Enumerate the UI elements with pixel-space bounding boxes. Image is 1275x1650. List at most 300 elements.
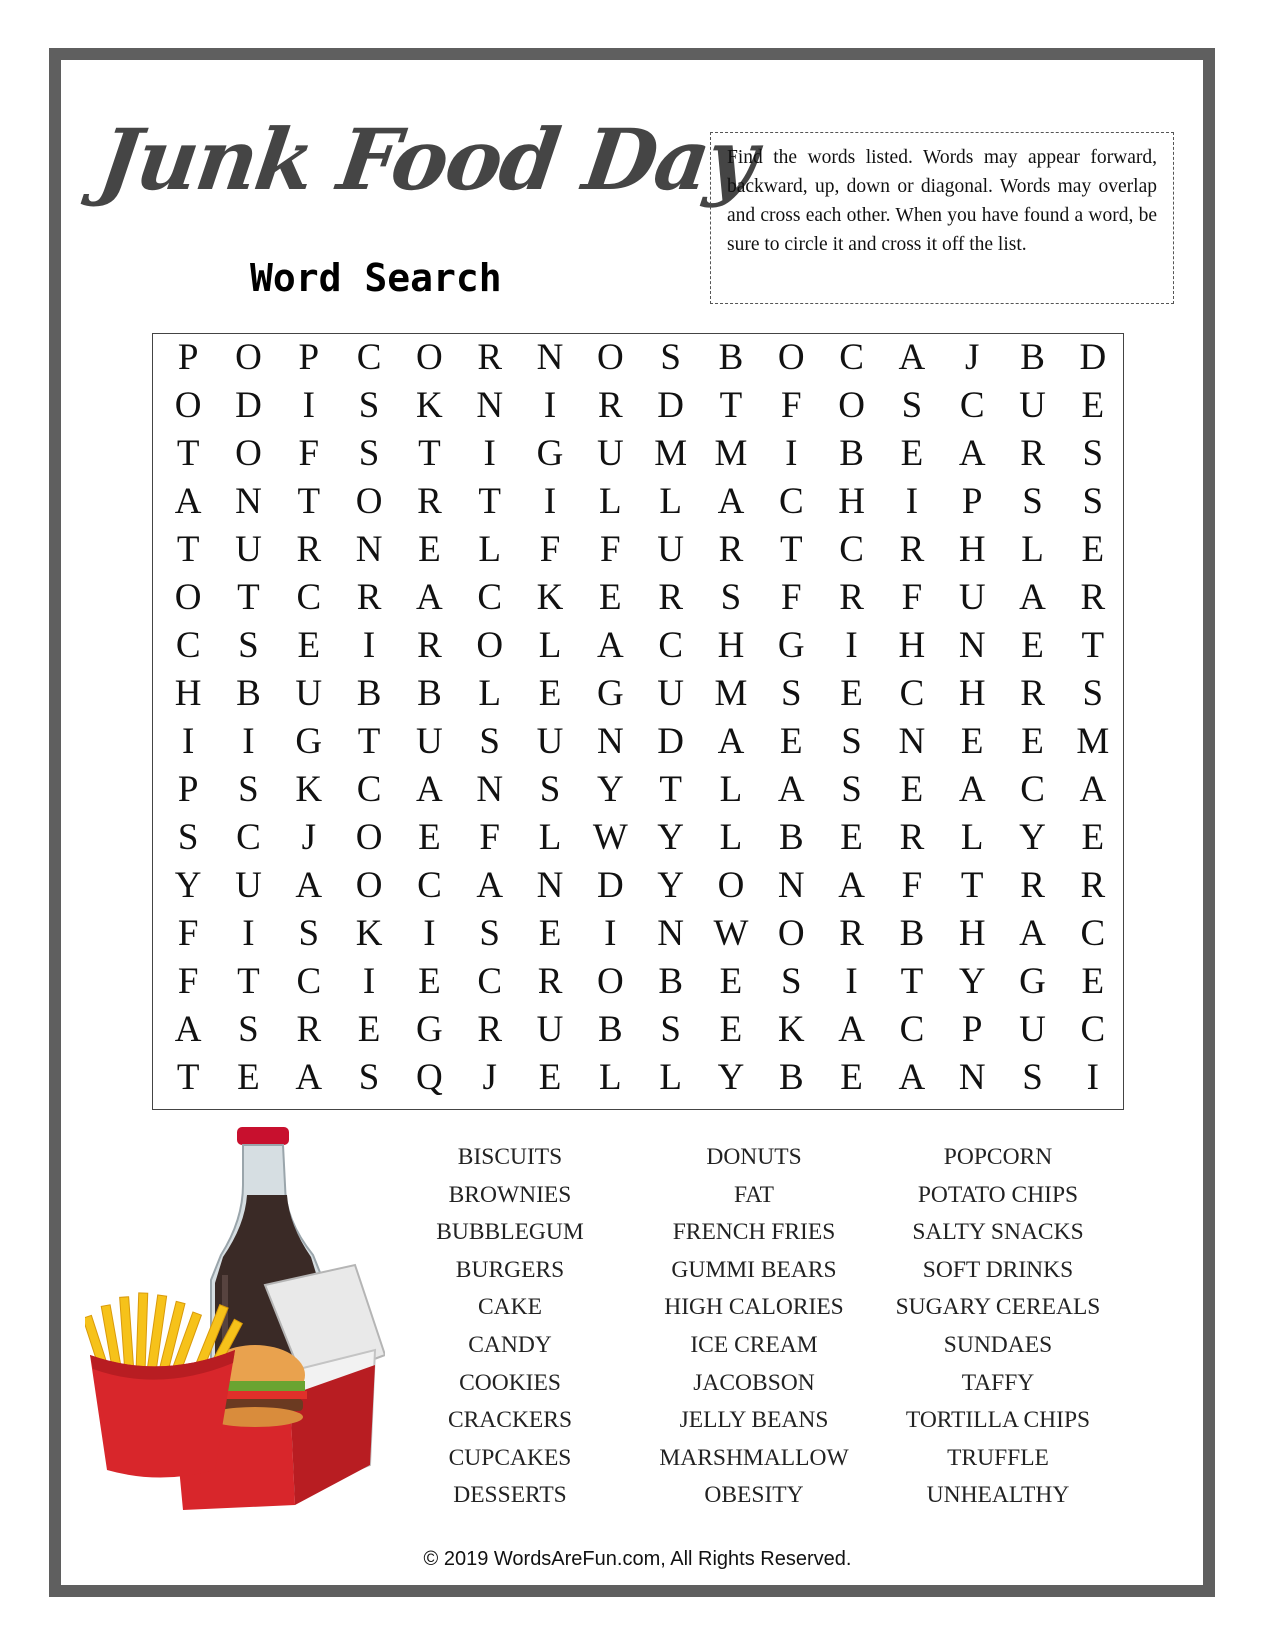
grid-letter: G <box>777 625 805 666</box>
word-list-item: DESSERTS <box>453 1482 567 1509</box>
grid-letter: L <box>659 1057 682 1098</box>
word-list-item: BURGERS <box>455 1256 565 1283</box>
word-list-item: TRUFFLE <box>947 1444 1049 1471</box>
grid-letter: F <box>177 913 199 954</box>
grid-row <box>158 382 1123 430</box>
grid-letter: S <box>238 1009 259 1050</box>
word-list-column-2 <box>629 1139 879 1515</box>
grid-letter: J <box>301 817 316 858</box>
grid-letter: T <box>237 577 260 618</box>
grid-letter: S <box>479 913 500 954</box>
grid-letter: H <box>174 673 202 714</box>
grid-letter: A <box>838 1009 865 1050</box>
grid-letter: W <box>592 817 628 858</box>
grid-letter: C <box>959 385 985 426</box>
grid-letter: Y <box>657 865 685 906</box>
grid-letter: B <box>899 913 925 954</box>
word-list-item: SOFT DRINKS <box>922 1256 1074 1283</box>
grid-letter: H <box>838 481 865 522</box>
grid-letter: A <box>958 433 986 474</box>
word-list-item: COOKIES <box>459 1369 561 1396</box>
grid-letter: S <box>780 673 802 714</box>
grid-letter: Q <box>416 1057 443 1098</box>
word-list-item: DONUTS <box>706 1144 802 1170</box>
grid-letter: I <box>181 721 195 762</box>
grid-row <box>158 478 1123 526</box>
grid-letter: O <box>476 625 504 666</box>
instructions-box <box>710 132 1174 304</box>
grid-letter: A <box>295 1057 323 1098</box>
grid-letter: G <box>295 721 323 762</box>
word-list-item: SUNDAES <box>943 1331 1053 1358</box>
grid-letter: G <box>536 433 564 474</box>
grid-letter: O <box>416 337 443 378</box>
grid-letter: C <box>175 625 201 666</box>
page-subtitle: Word Search <box>250 256 502 300</box>
word-list-item: FRENCH FRIES <box>672 1219 836 1246</box>
grid-letter: F <box>298 433 320 474</box>
grid-letter: N <box>476 385 504 426</box>
grid-letter: R <box>1020 865 1045 906</box>
grid-letter: K <box>416 385 443 426</box>
grid-letter: S <box>539 769 561 810</box>
grid-letter: C <box>236 817 261 858</box>
grid-row <box>158 718 1123 766</box>
grid-letter: H <box>958 529 986 570</box>
grid-letter: N <box>596 721 624 762</box>
grid-letter: C <box>1080 913 1106 954</box>
word-list-item: SALTY SNACKS <box>912 1219 1084 1246</box>
grid-letter: Y <box>958 961 986 1002</box>
grid-letter: A <box>1019 577 1046 618</box>
word-list-item: BUBBLEGUM <box>436 1219 584 1246</box>
word-list-item: JELLY BEANS <box>679 1407 829 1434</box>
grid-letter: F <box>901 577 923 618</box>
grid-letter: B <box>417 673 442 714</box>
grid-letter: O <box>717 865 745 906</box>
grid-letter: C <box>356 337 382 378</box>
grid-letter: U <box>1019 1009 1046 1050</box>
grid-letter: F <box>177 961 199 1002</box>
grid-letter: U <box>235 865 262 906</box>
grid-letter: O <box>235 433 262 474</box>
grid-letter: A <box>838 865 865 906</box>
grid-letter: S <box>358 1057 380 1098</box>
grid-letter: T <box>237 961 260 1002</box>
grid-row <box>158 430 1123 478</box>
grid-letter: E <box>840 673 863 714</box>
grid-row <box>158 670 1123 718</box>
grid-letter: R <box>417 481 442 522</box>
grid-letter: S <box>720 577 742 618</box>
grid-letter: S <box>1082 433 1104 474</box>
grid-letter: L <box>1021 529 1044 570</box>
grid-letter: A <box>295 865 323 906</box>
grid-letter: T <box>960 865 984 906</box>
word-list-item: ICE CREAM <box>690 1331 818 1358</box>
grid-letter: I <box>785 433 798 474</box>
grid-letter: K <box>355 913 383 954</box>
word-list-column-3 <box>873 1139 1123 1515</box>
grid-letter: O <box>838 385 865 426</box>
word-list-item: GUMMI BEARS <box>671 1256 837 1283</box>
grid-letter: R <box>1080 577 1106 618</box>
grid-letter: C <box>296 961 322 1002</box>
grid-letter: E <box>297 625 321 666</box>
grid-letter: C <box>1020 769 1045 810</box>
grid-letter: G <box>596 673 624 714</box>
grid-letter: R <box>356 577 382 618</box>
grid-letter: L <box>599 481 622 522</box>
grid-letter: A <box>476 865 504 906</box>
grid-letter: B <box>658 961 683 1002</box>
grid-letter: O <box>174 577 202 618</box>
grid-letter: E <box>599 577 622 618</box>
word-list-item: OBESITY <box>704 1482 804 1509</box>
word-list-item: CRACKERS <box>447 1407 573 1434</box>
grid-letter: T <box>176 529 200 570</box>
grid-letter: H <box>958 913 986 954</box>
grid-letter: O <box>596 961 624 1002</box>
grid-letter: I <box>242 913 255 954</box>
grid-letter: R <box>1020 433 1045 474</box>
grid-letter: S <box>1022 1057 1043 1098</box>
grid-letter: M <box>714 433 748 474</box>
grid-letter: R <box>839 913 864 954</box>
grid-letter: S <box>660 337 681 378</box>
grid-letter: A <box>416 577 443 618</box>
grid-letter: I <box>362 625 376 666</box>
grid-letter: R <box>899 817 925 858</box>
grid-letter: L <box>478 529 502 570</box>
grid-letter: K <box>777 1009 805 1050</box>
grid-letter: T <box>659 769 682 810</box>
grid-letter: A <box>898 1057 926 1098</box>
grid-letter: E <box>840 1057 863 1098</box>
grid-letter: L <box>659 481 682 522</box>
junk-food-illustration <box>85 1125 385 1510</box>
grid-letter: E <box>840 817 863 858</box>
grid-row <box>158 574 1123 622</box>
grid-letter: N <box>777 865 805 906</box>
instructions-text: Find the words listed. Words may appear forward, backward, up, down or diagonal. Words may overlap and cross each other. When you have found a word, be sure to circle it and cross it off the list. <box>727 147 1157 255</box>
grid-letter: I <box>242 721 255 762</box>
grid-letter: S <box>238 625 259 666</box>
grid-letter: O <box>355 865 383 906</box>
grid-letter: I <box>845 625 858 666</box>
grid-letter: E <box>900 769 924 810</box>
grid-letter: O <box>777 913 805 954</box>
grid-letter: U <box>536 721 564 762</box>
grid-letter: D <box>1079 337 1107 378</box>
grid-letter: R <box>598 385 623 426</box>
grid-letter: E <box>1081 385 1105 426</box>
grid-letter: A <box>1019 913 1046 954</box>
grid-letter: R <box>417 625 442 666</box>
grid-letter: D <box>657 385 685 426</box>
page-title: Junk Food Day <box>93 110 762 209</box>
grid-letter: N <box>958 625 986 666</box>
word-list-item: CANDY <box>468 1331 552 1358</box>
grid-letter: L <box>719 769 743 810</box>
grid-letter: E <box>900 433 924 474</box>
grid-letter: C <box>658 625 683 666</box>
grid-letter: L <box>599 1057 622 1098</box>
grid-letter: E <box>1081 961 1105 1002</box>
grid-letter: B <box>718 337 744 378</box>
grid-letter: E <box>418 529 441 570</box>
grid-letter: R <box>477 337 503 378</box>
grid-letter: C <box>899 1009 925 1050</box>
grid-letter: O <box>596 337 624 378</box>
grid-letter: U <box>657 529 685 570</box>
grid-row <box>158 526 1123 574</box>
word-list-item: POPCORN <box>943 1144 1053 1170</box>
grid-letter: A <box>898 337 926 378</box>
grid-letter: R <box>1020 673 1045 714</box>
grid-letter: E <box>538 673 562 714</box>
grid-letter: S <box>358 433 380 474</box>
grid-letter: R <box>477 1009 503 1050</box>
grid-letter: I <box>302 385 315 426</box>
grid-letter: S <box>238 769 259 810</box>
grid-letter: G <box>416 1009 443 1050</box>
grid-letter: O <box>355 481 383 522</box>
grid-letter: M <box>654 433 688 474</box>
grid-letter: B <box>236 673 261 714</box>
grid-letter: S <box>1082 673 1104 714</box>
grid-letter: T <box>779 529 803 570</box>
grid-letter: C <box>778 481 804 522</box>
word-list-column-1 <box>385 1139 635 1515</box>
grid-letter: R <box>658 577 683 618</box>
grid-letter: F <box>901 865 923 906</box>
grid-letter: I <box>543 481 557 522</box>
grid-letter: D <box>657 721 685 762</box>
grid-letter: P <box>298 337 320 378</box>
word-list-item: MARSHMALLOW <box>659 1444 849 1471</box>
grid-letter: S <box>780 961 802 1002</box>
grid-letter: E <box>1081 817 1105 858</box>
grid-letter: T <box>297 481 321 522</box>
grid-letter: S <box>841 721 862 762</box>
grid-letter: K <box>295 769 323 810</box>
grid-letter: A <box>777 769 805 810</box>
grid-letter: O <box>235 337 262 378</box>
grid-letter: E <box>1021 625 1044 666</box>
word-list-item: BISCUITS <box>457 1144 563 1170</box>
grid-letter: J <box>482 1057 497 1098</box>
grid-letter: L <box>719 817 743 858</box>
grid-letter: G <box>1019 961 1046 1002</box>
grid-letter: I <box>845 961 858 1002</box>
grid-letter: P <box>961 1009 983 1050</box>
grid-letter: T <box>418 433 441 474</box>
grid-letter: T <box>357 721 381 762</box>
grid-letter: R <box>537 961 563 1002</box>
grid-letter: T <box>478 481 502 522</box>
word-list-item: CAKE <box>478 1294 542 1321</box>
grid-letter: T <box>176 1057 200 1098</box>
grid-row <box>158 814 1123 862</box>
grid-letter: N <box>536 865 564 906</box>
grid-letter: O <box>174 385 202 426</box>
grid-letter: H <box>717 625 745 666</box>
grid-letter: S <box>841 769 862 810</box>
word-list-item: SUGARY CEREALS <box>895 1294 1101 1321</box>
grid-letter: I <box>483 433 496 474</box>
grid-letter: C <box>1080 1009 1106 1050</box>
word-list-item: UNHEALTHY <box>926 1482 1070 1509</box>
grid-letter: H <box>898 625 926 666</box>
grid-letter: C <box>296 577 322 618</box>
grid-letter: C <box>477 961 503 1002</box>
grid-letter: B <box>356 673 382 714</box>
grid-letter: S <box>358 385 380 426</box>
grid-letter: S <box>177 817 199 858</box>
grid-letter: U <box>1019 385 1046 426</box>
word-list-item: POTATO CHIPS <box>917 1181 1079 1208</box>
grid-row <box>158 1054 1123 1102</box>
grid-letter: U <box>958 577 986 618</box>
grid-letter: T <box>719 385 743 426</box>
grid-letter: A <box>717 481 745 522</box>
grid-letter: T <box>176 433 200 474</box>
grid-letter: A <box>174 481 202 522</box>
grid-letter: S <box>901 385 923 426</box>
grid-letter: P <box>177 337 199 378</box>
grid-letter: C <box>477 577 503 618</box>
grid-letter: I <box>905 481 919 522</box>
grid-letter: S <box>1022 481 1043 522</box>
grid-letter: N <box>958 1057 986 1098</box>
grid-letter: E <box>538 913 562 954</box>
grid-letter: E <box>538 1057 562 1098</box>
grid-letter: A <box>717 721 745 762</box>
grid-letter: I <box>423 913 436 954</box>
grid-row <box>158 334 1123 382</box>
grid-letter: E <box>1081 529 1105 570</box>
grid-letter: S <box>1082 481 1104 522</box>
grid-letter: B <box>778 817 804 858</box>
grid-letter: D <box>596 865 624 906</box>
grid-letter: R <box>296 1009 322 1050</box>
grid-letter: I <box>604 913 617 954</box>
copyright-footer: © 2019 WordsAreFun.com, All Rights Reserved. <box>423 1548 852 1570</box>
grid-letter: W <box>713 913 749 954</box>
grid-letter: E <box>960 721 984 762</box>
grid-letter: C <box>839 337 864 378</box>
grid-letter: Y <box>596 769 624 810</box>
grid-letter: T <box>900 961 924 1002</box>
grid-letter: R <box>718 529 744 570</box>
grid-letter: E <box>719 961 743 1002</box>
grid-row <box>158 910 1123 958</box>
grid-letter: A <box>416 769 443 810</box>
grid-letter: B <box>839 433 864 474</box>
grid-letter: F <box>600 529 621 570</box>
grid-letter: A <box>174 1009 202 1050</box>
grid-letter: P <box>177 769 199 810</box>
grid-letter: E <box>719 1009 743 1050</box>
grid-letter: D <box>235 385 262 426</box>
grid-letter: U <box>416 721 443 762</box>
grid-letter: U <box>657 673 685 714</box>
grid-row <box>158 862 1123 910</box>
grid-letter: E <box>237 1057 260 1098</box>
grid-letter: K <box>536 577 564 618</box>
grid-row <box>158 766 1123 814</box>
grid-letter: F <box>539 529 561 570</box>
grid-letter: B <box>1020 337 1045 378</box>
grid-letter: R <box>899 529 925 570</box>
grid-letter: E <box>357 1009 381 1050</box>
grid-letter: N <box>476 769 504 810</box>
word-list-item: BROWNIES <box>448 1181 572 1208</box>
grid-letter: Y <box>717 1057 745 1098</box>
grid-letter: L <box>960 817 984 858</box>
grid-letter: M <box>714 673 748 714</box>
grid-letter: C <box>417 865 442 906</box>
grid-letter: P <box>961 481 983 522</box>
grid-letter: A <box>596 625 624 666</box>
grid-letter: U <box>235 529 262 570</box>
grid-letter: B <box>598 1009 623 1050</box>
grid-letter: M <box>1076 721 1110 762</box>
grid-letter: L <box>478 673 502 714</box>
grid-letter: N <box>657 913 685 954</box>
grid-letter: I <box>543 385 557 426</box>
grid-row <box>158 1006 1123 1054</box>
grid-letter: F <box>479 817 500 858</box>
grid-letter: O <box>355 817 383 858</box>
grid-letter: I <box>1086 1057 1099 1098</box>
grid-letter: O <box>777 337 805 378</box>
grid-row <box>158 958 1123 1006</box>
grid-letter: N <box>898 721 926 762</box>
grid-letter: S <box>479 721 500 762</box>
word-list-item: HIGH CALORIES <box>664 1294 844 1321</box>
grid-letter: U <box>596 433 624 474</box>
word-search-grid <box>152 333 1124 1110</box>
grid-letter: N <box>355 529 383 570</box>
grid-letter: L <box>538 625 562 666</box>
grid-letter: E <box>1021 721 1044 762</box>
grid-letter: B <box>778 1057 804 1098</box>
grid-letter: Y <box>657 817 685 858</box>
grid-letter: R <box>296 529 322 570</box>
grid-letter: N <box>235 481 262 522</box>
grid-letter: C <box>839 529 864 570</box>
grid-letter: S <box>298 913 320 954</box>
grid-letter: E <box>779 721 803 762</box>
grid-letter: U <box>295 673 323 714</box>
grid-letter: E <box>418 817 441 858</box>
grid-letter: I <box>362 961 376 1002</box>
word-list-item: FAT <box>733 1181 775 1208</box>
grid-letter: Y <box>1019 817 1046 858</box>
grid-row <box>158 622 1123 670</box>
grid-letter: R <box>839 577 864 618</box>
grid-letter: U <box>536 1009 564 1050</box>
grid-letter: H <box>958 673 986 714</box>
grid-letter: T <box>1081 625 1105 666</box>
grid-letter: N <box>536 337 564 378</box>
grid-letter: A <box>1079 769 1107 810</box>
word-list-item: TORTILLA CHIPS <box>905 1407 1091 1434</box>
grid-letter: L <box>538 817 562 858</box>
grid-letter: E <box>418 961 441 1002</box>
